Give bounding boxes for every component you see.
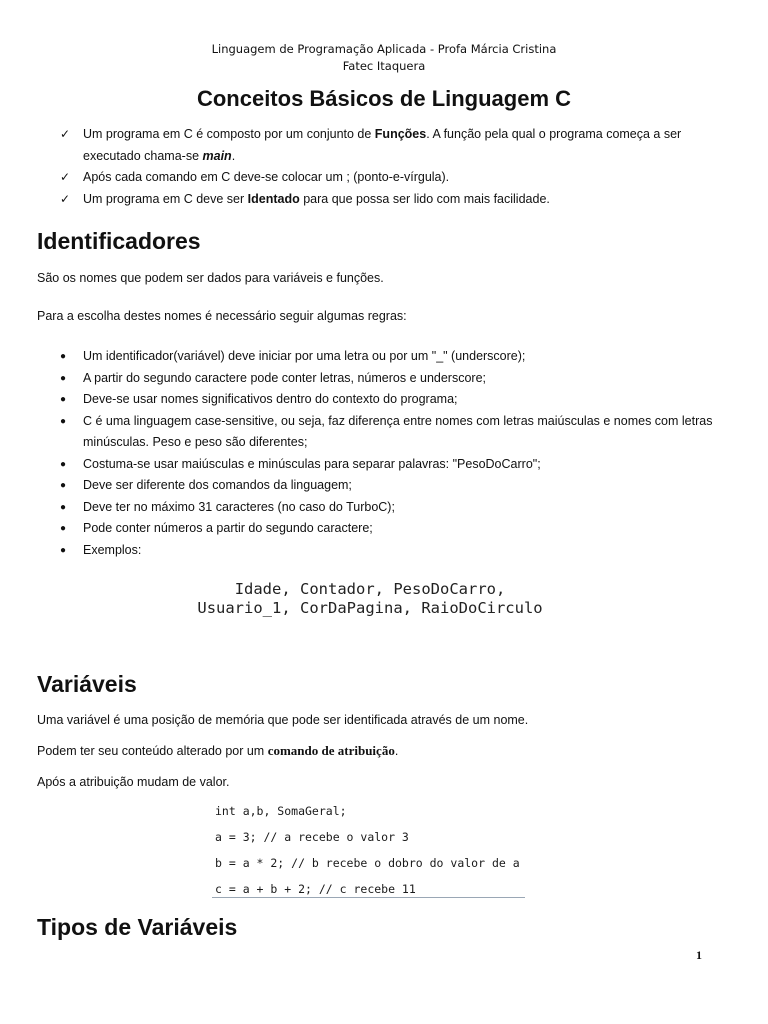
rule-item xyxy=(60,346,720,368)
code-snippet xyxy=(212,801,525,898)
checkmark-icon: ✓ xyxy=(60,191,71,206)
checklist-item-text: . A função pela qual o programa começa a ser executado chama-se xyxy=(83,127,682,163)
rule-text: Deve-se usar nomes significativos dentro do contexto do programa; xyxy=(83,392,458,406)
rule-text: Exemplos: xyxy=(83,542,142,557)
bullet-icon: ● xyxy=(60,394,67,405)
rule-item xyxy=(60,368,720,390)
identificadores-paragraph-1: São os nomes que podem ser dados para variáveis e funções. xyxy=(37,271,384,285)
rule-text: Costuma-se usar maiúsculas e minúsculas para separar palavras: "PesoDoCarro"; xyxy=(83,456,541,471)
paragraph-term: comando de atribuição xyxy=(267,743,395,758)
rule-item xyxy=(60,518,720,540)
rule-item xyxy=(60,411,720,454)
intro-checklist xyxy=(60,124,720,210)
checklist-item-text: Um programa em C é composto por um conjunto de xyxy=(83,127,375,141)
checkmark-icon: ✓ xyxy=(60,127,71,141)
section-heading-identificadores: Identificadores xyxy=(37,228,201,254)
checklist-item-text: para que possa ser lido com mais facilidade. xyxy=(299,191,550,206)
checklist-item xyxy=(60,167,720,189)
checklist-item xyxy=(60,124,720,167)
header-school-line: Fatec Itaquera xyxy=(342,59,426,73)
checklist-item-bold-italic: main xyxy=(202,148,232,163)
rule-text: Um identificador(variável) deve iniciar por uma letra ou por um "_" (underscore); xyxy=(83,349,526,363)
rule-text: C é uma linguagem case-sensitive, ou seja, faz diferença entre nomes com letras maiúsculas e nomes com letras minúsculas. Peso e peso são diferentes; xyxy=(83,413,713,449)
paragraph-text: . xyxy=(394,744,399,758)
bullet-icon: ● xyxy=(60,501,67,513)
rule-text: A partir do segundo caractere pode conter letras, números e underscore; xyxy=(83,370,487,385)
rule-text: Deve ser diferente dos comandos da linguagem; xyxy=(83,478,352,492)
variaveis-paragraph-3: Após a atribuição mudam de valor. xyxy=(37,775,230,789)
checklist-item-text: Após cada comando em C deve-se colocar um ; (ponto-e-vírgula). xyxy=(83,170,450,184)
checklist-item-bold: Funções xyxy=(374,127,427,141)
example-line: Idade, Contador, PesoDoCarro, xyxy=(234,580,506,598)
bullet-icon: ● xyxy=(60,415,67,427)
rule-item xyxy=(60,454,720,476)
identificadores-paragraph-2: Para a escolha destes nomes é necessário seguir algumas regras: xyxy=(37,309,407,323)
section-heading-tipos: Tipos de Variáveis xyxy=(37,914,238,940)
bullet-icon: ● xyxy=(60,458,67,470)
header-course-line: Linguagem de Programação Aplicada - Profa Márcia Cristina xyxy=(211,42,557,56)
variaveis-paragraph-2 xyxy=(37,743,398,759)
rule-item xyxy=(60,497,720,519)
bullet-icon: ● xyxy=(60,351,67,362)
rule-item xyxy=(60,389,720,411)
bullet-icon: ● xyxy=(60,372,67,384)
identifier-examples xyxy=(0,580,740,618)
checklist-item-text: . xyxy=(231,148,236,163)
paragraph-text: Podem ter seu conteúdo alterado por um xyxy=(37,744,268,758)
rules-list xyxy=(60,346,720,561)
checklist-item xyxy=(60,189,720,211)
bullet-icon: ● xyxy=(60,523,67,534)
page-number: 1 xyxy=(696,948,702,962)
section-heading-variaveis: Variáveis xyxy=(37,671,137,697)
rule-text: Deve ter no máximo 31 caracteres (no caso do TurboC); xyxy=(83,499,395,514)
rule-item xyxy=(60,475,720,497)
page-title: Conceitos Básicos de Linguagem C xyxy=(196,86,572,111)
checkmark-icon: ✓ xyxy=(60,170,71,184)
bullet-icon: ● xyxy=(60,544,67,556)
code-line: c = a + b + 2; // c recebe 11 xyxy=(215,882,416,896)
checklist-item-text: Um programa em C deve ser xyxy=(83,191,248,206)
rule-text: Pode conter números a partir do segundo caractere; xyxy=(83,521,373,535)
rule-item xyxy=(60,540,720,562)
code-line: b = a * 2; // b recebe o dobro do valor de a xyxy=(215,856,520,870)
bullet-icon: ● xyxy=(60,480,67,491)
variaveis-paragraph-1: Uma variável é uma posição de memória que pode ser identificada através de um nome. xyxy=(37,713,529,727)
code-line: int a,b, SomaGeral; xyxy=(215,804,347,818)
checklist-item-bold: Identado xyxy=(247,191,300,206)
code-line: a = 3; // a recebe o valor 3 xyxy=(215,830,409,844)
example-line: Usuario_1, CorDaPagina, RaioDoCirculo xyxy=(197,599,543,617)
